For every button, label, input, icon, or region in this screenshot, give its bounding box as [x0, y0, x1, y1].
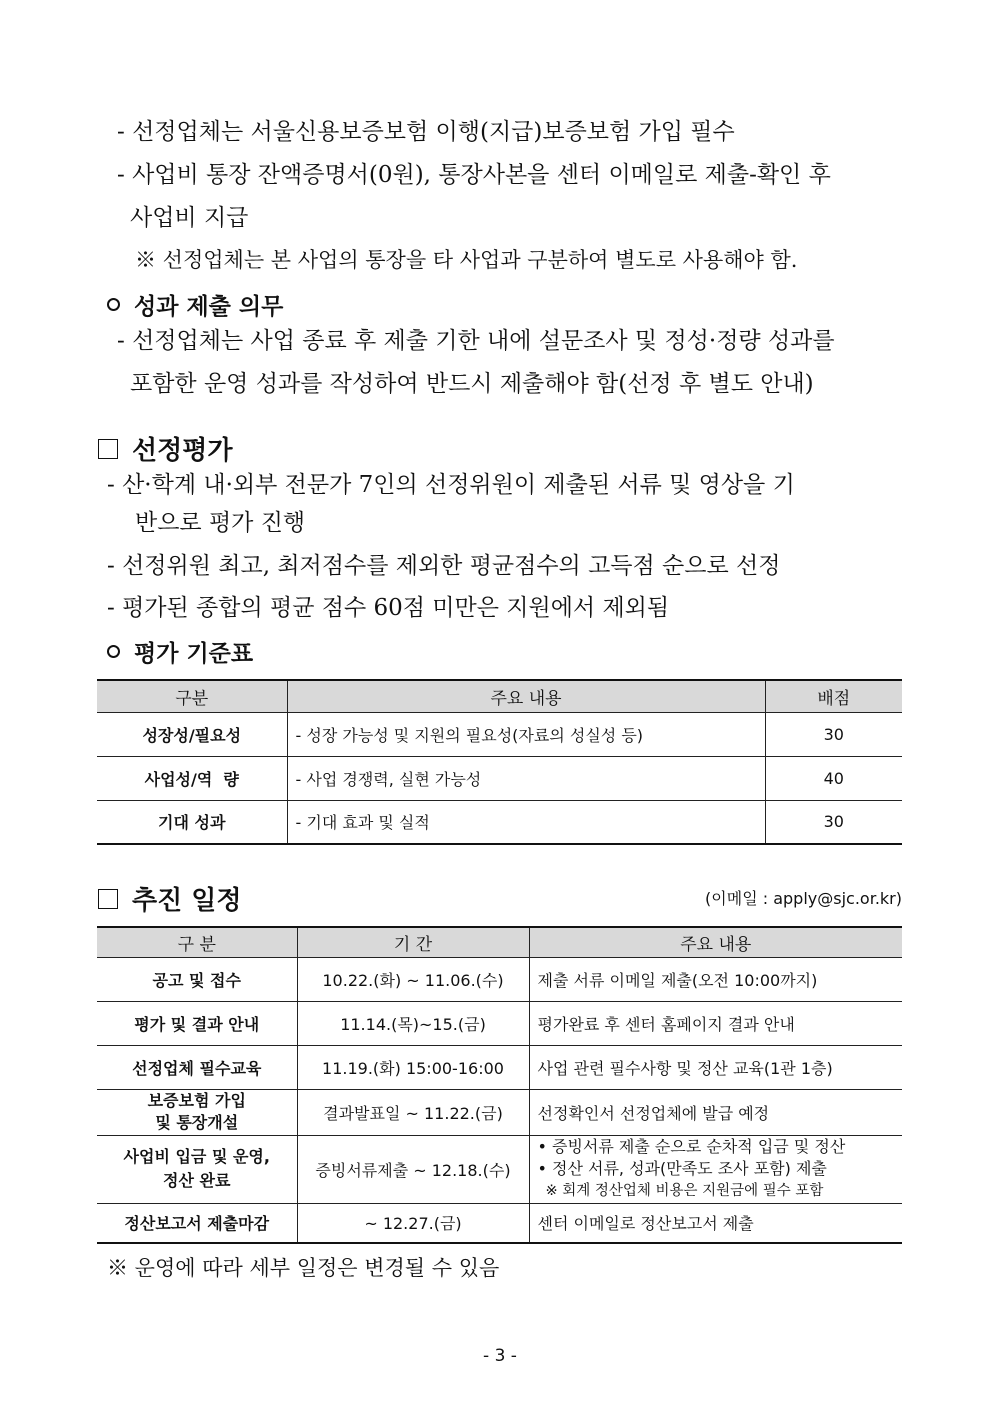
table-row — [97, 1089, 902, 1135]
table-header-row — [97, 680, 902, 712]
email-note: (이메일 : apply@sjc.or.kr) — [705, 889, 902, 908]
schedule-period: 증빙서류제출 ~ 12.18.(수) — [297, 1135, 529, 1203]
schedule-content: 평가완료 후 센터 홈페이지 결과 안내 — [529, 1001, 902, 1045]
table-row — [97, 957, 902, 1001]
section-heading-text: 선정평가 — [132, 436, 233, 466]
text-line: - 선정위원 최고, 최저점수를 제외한 평균점수의 고득점 순으로 선정 — [107, 553, 781, 579]
criteria-content: - 사업 경쟁력, 실현 가능성 — [287, 756, 765, 800]
text-line: 사업비 지급 — [130, 205, 249, 231]
table-row — [97, 1203, 902, 1243]
table-header: 구분 — [97, 680, 287, 712]
schedule-category: 선정업체 필수교육 — [97, 1045, 297, 1089]
text-line — [117, 160, 902, 190]
schedule-period: 11.19.(화) 15:00-16:00 — [297, 1045, 529, 1089]
table-header: 주요 내용 — [287, 680, 765, 712]
criteria-score: 30 — [765, 800, 902, 844]
schedule-content: 제출 서류 이메일 제출(오전 10:00까지) — [529, 957, 902, 1001]
schedule-category: 정산보고서 제출마감 — [97, 1203, 297, 1243]
schedule-category — [97, 1135, 297, 1203]
text-line: - 선정업체는 서울신용보증보험 이행(지급)보증보험 가입 필수 — [117, 119, 735, 145]
table-row — [97, 756, 902, 800]
subheading-text: 성과 제출 의무 — [134, 294, 284, 320]
subheading-performance — [107, 288, 283, 321]
checkbox-square-icon — [98, 889, 118, 909]
table-row — [97, 1135, 902, 1203]
checkbox-square-icon — [98, 439, 118, 459]
table-row — [97, 1045, 902, 1089]
section-heading-text: 추진 일정 — [132, 886, 242, 916]
schedule-content: 사업 관련 필수사항 및 정산 교육(1관 1층) — [529, 1045, 902, 1089]
content-line: • 증빙서류 제출 순으로 순차적 입금 및 정산 — [537, 1137, 846, 1156]
schedule-category: 평가 및 결과 안내 — [97, 1001, 297, 1045]
circle-bullet-icon — [107, 645, 120, 658]
criteria-category: 사업성/역 량 — [97, 756, 287, 800]
table-header: 기 간 — [297, 927, 529, 957]
table-row — [97, 712, 902, 756]
criteria-score: 40 — [765, 756, 902, 800]
criteria-content: - 기대 효과 및 실적 — [287, 800, 765, 844]
schedule-content — [529, 1135, 902, 1203]
text-line: 포함한 운영 성과를 작성하여 반드시 제출해야 함(선정 후 별도 안내) — [130, 371, 814, 397]
table-header: 주요 내용 — [529, 927, 902, 957]
schedule-period: 결과발표일 ~ 11.22.(금) — [297, 1089, 529, 1135]
page-number: - 3 - — [483, 1346, 517, 1366]
category-line: 보증보험 가입 — [147, 1091, 246, 1110]
section-heading-schedule — [98, 880, 242, 917]
schedule-content: 선정확인서 선정업체에 발급 예정 — [529, 1089, 902, 1135]
schedule-category — [97, 1089, 297, 1135]
subheading-text: 평가 기준표 — [134, 641, 254, 667]
table-header: 배점 — [765, 680, 902, 712]
criteria-category: 성장성/필요성 — [97, 712, 287, 756]
schedule-period: 10.22.(화) ~ 11.06.(수) — [297, 957, 529, 1001]
content-note: ※ 회계 정산업체 비용은 지원금에 필수 포함 — [545, 1183, 824, 1199]
text-line: - 평가된 종합의 평균 점수 60점 미만은 지원에서 제외됨 — [107, 595, 670, 621]
table-header-row — [97, 927, 902, 957]
content-line: • 정산 서류, 성과(만족도 조사 포함) 제출 — [537, 1159, 827, 1178]
table-row — [97, 1001, 902, 1045]
category-line: 정산 완료 — [163, 1171, 231, 1190]
criteria-category: 기대 성과 — [97, 800, 287, 844]
subheading-criteria — [107, 635, 253, 668]
criteria-score: 30 — [765, 712, 902, 756]
section-heading-selection — [98, 430, 232, 467]
note-line: ※ 선정업체는 본 사업의 통장을 타 사업과 구분하여 별도로 사용해야 함. — [135, 248, 798, 272]
schedule-category: 공고 및 접수 — [97, 957, 297, 1001]
schedule-table — [97, 926, 902, 1244]
criteria-content: - 성장 가능성 및 지원의 필요성(자료의 성실성 등) — [287, 712, 765, 756]
text-line-content: - 사업비 통장 잔액증명서(0원), 통장사본을 센터 이메일로 제출-확인 후 — [117, 162, 831, 188]
schedule-period: 11.14.(목)~15.(금) — [297, 1001, 529, 1045]
text-line: - 산·학계 내·외부 전문가 7인의 선정위원이 제출된 서류 및 영상을 기 — [107, 472, 795, 498]
table-header: 구 분 — [97, 927, 297, 957]
category-line: 사업비 입금 및 운영, — [123, 1147, 270, 1166]
text-line: - 선정업체는 사업 종료 후 제출 기한 내에 설문조사 및 정성·정량 성과를 — [117, 328, 835, 354]
schedule-content: 센터 이메일로 정산보고서 제출 — [529, 1203, 902, 1243]
criteria-table — [97, 679, 902, 845]
category-line: 및 통장개설 — [155, 1113, 239, 1132]
footnote: ※ 운영에 따라 세부 일정은 변경될 수 있음 — [107, 1256, 500, 1280]
table-row — [97, 800, 902, 844]
circle-bullet-icon — [107, 298, 120, 311]
schedule-period: ~ 12.27.(금) — [297, 1203, 529, 1243]
text-line: 반으로 평가 진행 — [135, 510, 306, 536]
